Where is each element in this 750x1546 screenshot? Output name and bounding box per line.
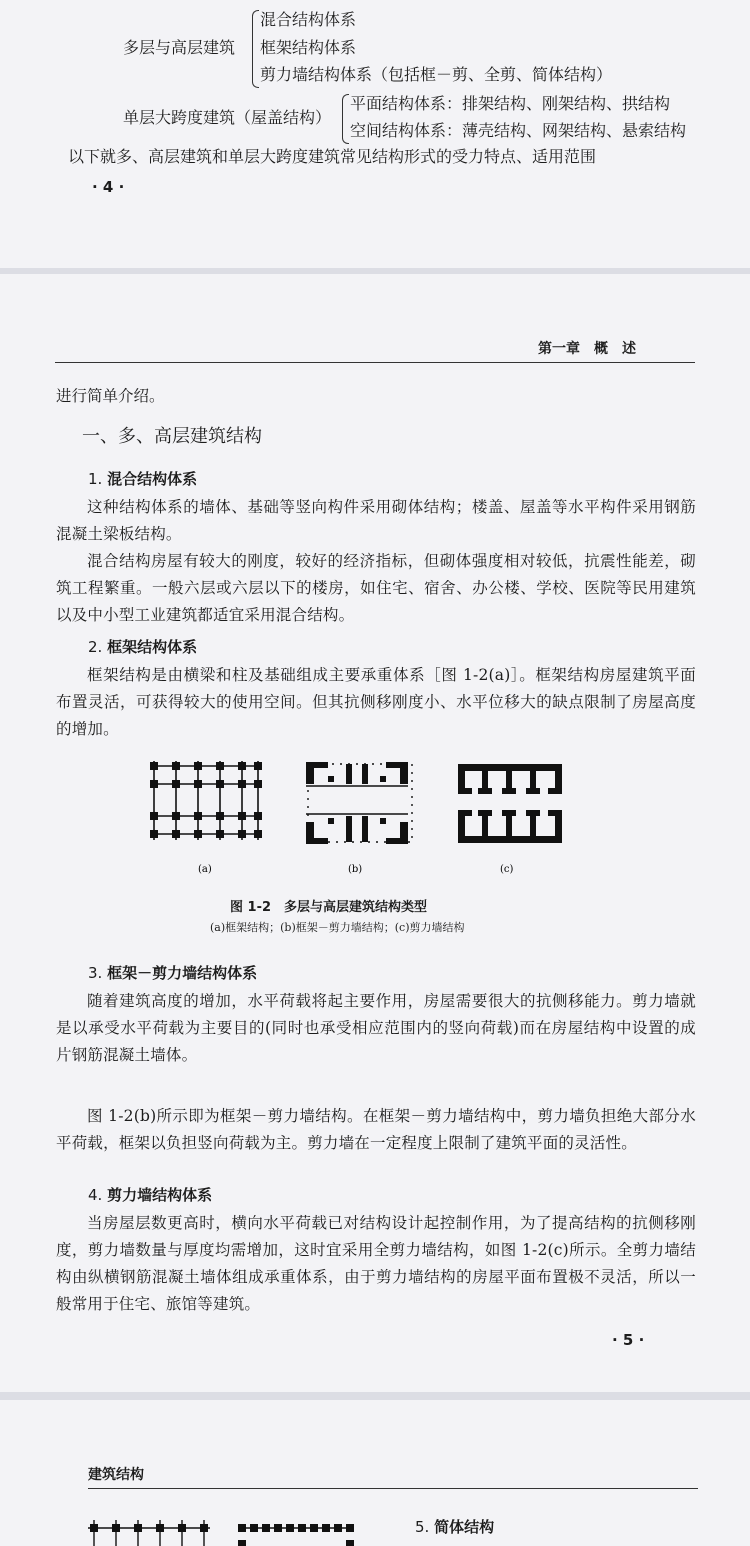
subsection-1-title: 1. 混合结构体系 [88,470,198,488]
brace-multi-high [252,10,259,88]
paragraph-4: 随着建筑高度的增加，水平荷载将起主要作用，房屋需要很大的抗侧移能力。剪力墙就是以承受水平荷载为主要目的(同时也承受相应范围内的竖向荷载)而在房屋结构中设置的成片钢筋混凝土墙体。 [56,992,696,1064]
figure-label-b: (b) [348,864,363,875]
figure-partial [88,1516,368,1546]
page-number-5: · 5 · [612,1331,645,1349]
header-rule [55,362,695,363]
figure-b-frame-shearwall [306,762,412,844]
figure-1-2 [140,756,580,886]
intro-text: 进行简单介绍。 [56,387,165,405]
group1-item-3: 剪力墙结构体系（包括框－剪、全剪、简体结构） [260,65,613,84]
figure-subcaption: (a)框架结构；(b)框架－剪力墙结构；(c)剪力墙结构 [210,921,465,934]
paragraph-5: 图 1-2(b)所示即为框架－剪力墙结构。在框架－剪力墙结构中，剪力墙负担绝大部分水平荷载，框架以负担竖向荷载为主。剪力墙在一定程度上限制了建筑平面的灵活性。 [56,1107,696,1152]
paragraph-2: 混合结构房屋有较大的刚度，较好的经济指标，但砌体强度相对较低，抗震性能差，砌筑工程繁重。一般六层或六层以下的楼房，如住宅、宿舍、办公楼、学校、医院等民用建筑以及中小型工业建筑都适宜采用混合结构。 [56,552,696,624]
figure-c-shearwall [458,764,562,843]
figure-label-a: (a) [198,864,212,875]
group2-item-2: 空间结构体系：薄壳结构、网架结构、悬索结构 [350,121,687,140]
group1-item-1: 混合结构体系 [260,10,357,29]
paragraph-6: 当房屋层数更高时，横向水平荷载已对结构设计起控制作用，为了提高结构的抗侧移刚度，剪力墙数量与厚度均需增加，这时宜采用全剪力墙结构，如图 1-2(c)所示。全剪力墙结构由纵横钢筋混凝土墙体组成承重体系，由于剪力墙结构的房屋平面布置极不灵活，所以一般常用于住宅、旅馆等建筑。 [56,1214,696,1313]
subsection-5-title: 5. 简体结构 [415,1518,495,1536]
page-number-4: · 4 · [92,178,125,196]
group2-label: 单层大跨度建筑（屋盖结构） [123,108,332,127]
group1-item-2: 框架结构体系 [260,38,357,57]
subsection-2-title: 2. 框架结构体系 [88,638,198,656]
paragraph-3: 框架结构是由横梁和柱及基础组成主要承重体系［图 1-2(a)］。框架结构房屋建筑平面布置灵活，可获得较大的使用空间。但其抗侧移刚度小、水平位移大的缺点限制了房屋高度的增加。 [56,666,696,738]
brace-long-span [342,94,349,144]
subsection-3-title: 3. 框架－剪力墙结构体系 [88,964,258,982]
page4-continuation: 以下就多、高层建筑和单层大跨度建筑常见结构形式的受力特点、适用范围 [68,147,597,166]
group1-label: 多层与高层建筑 [123,38,236,57]
subsection-4-title: 4. 剪力墙结构体系 [88,1186,213,1204]
figure-caption: 图 1-2 多层与高层建筑结构类型 [230,900,428,915]
running-head: 第一章 概 述 [538,341,636,357]
section-title: 一、多、高层建筑结构 [82,426,262,447]
figure-label-c: (c) [500,864,514,875]
group2-item-1: 平面结构体系：排架结构、刚架结构、拱结构 [350,94,671,113]
running-head-6: 建筑结构 [88,1467,144,1483]
page-5 [0,274,750,1392]
header-rule-6 [88,1488,698,1489]
page-6 [0,1400,750,1546]
page-4 [0,0,750,268]
paragraph-1: 这种结构体系的墙体、基础等竖向构件采用砌体结构；楼盖、屋盖等水平构件采用钢筋混凝土梁板结构。 [56,498,696,543]
figure-a-frame [150,761,262,840]
